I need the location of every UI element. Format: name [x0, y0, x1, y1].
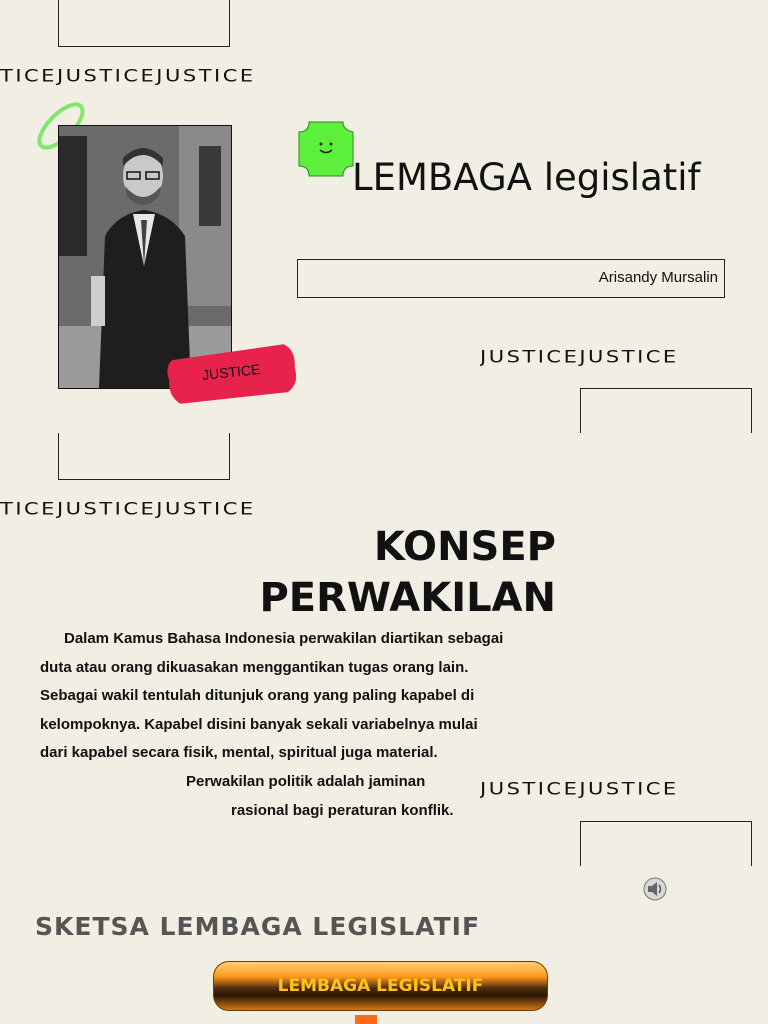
- author-box: [297, 259, 725, 298]
- deco-frame-mid-left: [58, 433, 230, 480]
- page-title: LEMBAGA legislatif: [352, 156, 701, 199]
- author-name: Arisandy Mursalin: [598, 269, 718, 286]
- deco-frame-top: [58, 0, 230, 47]
- section-heading: [200, 522, 556, 624]
- body-text: [40, 625, 508, 825]
- lembaga-legislatif-button[interactable]: LEMBAGA LEGISLATIF: [213, 961, 548, 1011]
- speaker-icon[interactable]: [642, 877, 668, 901]
- justice-marquee-right-2: JUSTICEJUSTICE: [480, 779, 679, 799]
- paragraph-2-line-2: rasional bagi peraturan konflik.: [231, 801, 454, 819]
- justice-marquee-top: TICEJUSTICEJUSTICE: [0, 66, 256, 86]
- section-heading-line-1: KONSEP: [373, 524, 556, 570]
- paragraph-2-line-1: Perwakilan politik adalah jaminan: [186, 772, 426, 790]
- paragraph-1: Dalam Kamus Bahasa Indonesia perwakilan diartikan sebagai duta atau orang dikuasakan menggantikan tugas orang lain. Sebagai wakil tentulah ditunjuk orang yang paling kapabel di kelompoknya. Kapabel disini banyak sekali variabelnya mulai dari kapabel secara fisik, mental, spiritual juga material.: [40, 630, 504, 762]
- sketch-heading: SKETSA LEMBAGA LEGISLATIF: [35, 912, 481, 941]
- justice-badge-label: JUSTICE: [201, 360, 262, 384]
- deco-frame-right-1: [580, 388, 752, 433]
- section-heading-line-2: PERWAKILAN: [259, 575, 556, 621]
- smiley-sticker-icon: [297, 120, 355, 178]
- justice-marquee-right-1: JUSTICEJUSTICE: [480, 347, 679, 367]
- justice-marquee-middle: TICEJUSTICEJUSTICE: [0, 499, 256, 519]
- deco-frame-right-2: [580, 821, 752, 866]
- orange-marker: [355, 1015, 377, 1024]
